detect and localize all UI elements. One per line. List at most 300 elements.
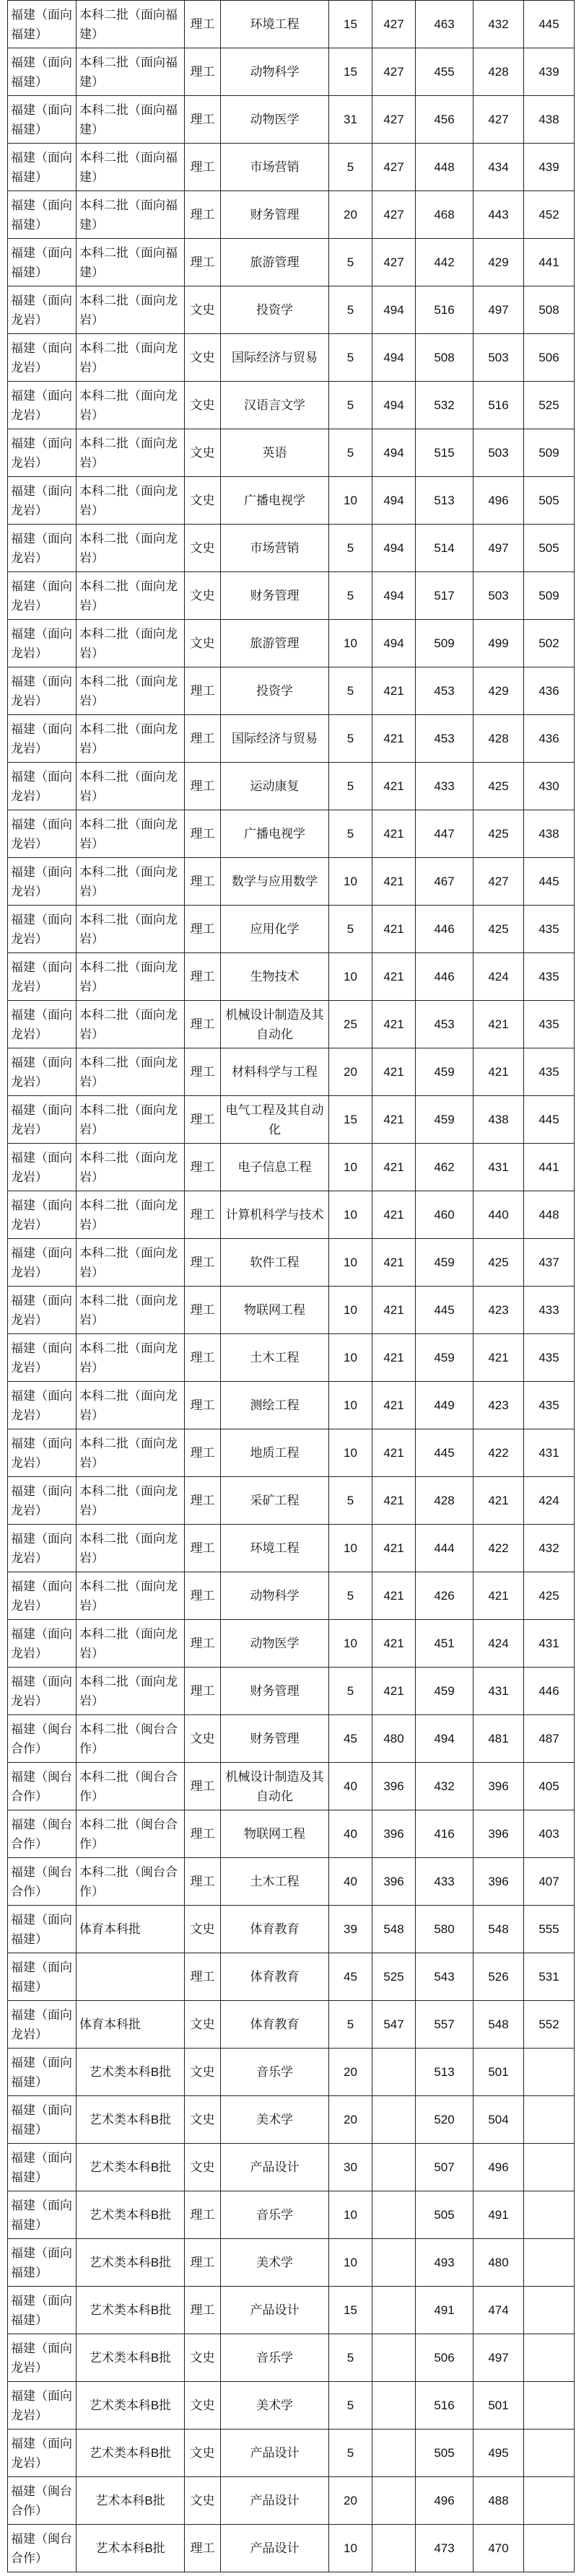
batch-cell: 本科二批（面向龙岩） xyxy=(77,1334,185,1382)
highest-score-cell: 462 xyxy=(416,1144,474,1191)
highest-score-cell: 449 xyxy=(416,1382,474,1429)
control-line-cell: 421 xyxy=(372,1572,416,1620)
highest-score-cell: 432 xyxy=(416,1763,474,1810)
subject-type-cell: 理工 xyxy=(185,1382,221,1429)
province-cell: 福建（面向龙岩） xyxy=(8,1334,77,1382)
table-row xyxy=(8,1191,575,1239)
table-row xyxy=(8,1001,575,1048)
lowest-score-cell: 421 xyxy=(474,1572,524,1620)
control-line-cell: 525 xyxy=(372,1953,416,2001)
control-line-cell xyxy=(372,2049,416,2096)
subject-type-cell: 理工 xyxy=(185,1048,221,1096)
highest-score-cell: 446 xyxy=(416,906,474,953)
plan-count-cell: 25 xyxy=(329,1001,372,1048)
plan-count-cell: 5 xyxy=(329,906,372,953)
subject-type-cell: 理工 xyxy=(185,1239,221,1287)
highest-score-cell: 445 xyxy=(416,1287,474,1334)
control-line-cell: 494 xyxy=(372,286,416,334)
lowest-score-cell: 425 xyxy=(474,763,524,810)
major-cell: 市场营销 xyxy=(221,144,329,191)
subject-type-cell: 理工 xyxy=(185,858,221,906)
control-line-cell: 427 xyxy=(372,96,416,144)
lowest-score-cell: 501 xyxy=(474,2049,524,2096)
province-cell: 福建（面向龙岩） xyxy=(8,286,77,334)
table-row xyxy=(8,1287,575,1334)
batch-cell: 本科二批（面向龙岩） xyxy=(77,1048,185,1096)
average-score-cell: 435 xyxy=(524,1001,575,1048)
average-score-cell xyxy=(524,2049,575,2096)
table-row xyxy=(8,96,575,144)
table-row xyxy=(8,1525,575,1572)
subject-type-cell: 文史 xyxy=(185,572,221,620)
control-line-cell: 427 xyxy=(372,239,416,286)
batch-cell: 本科二批（面向龙岩） xyxy=(77,1620,185,1668)
province-cell: 福建（面向龙岩） xyxy=(8,2334,77,2382)
lowest-score-cell: 491 xyxy=(474,2191,524,2239)
plan-count-cell: 10 xyxy=(329,2191,372,2239)
plan-count-cell: 10 xyxy=(329,1620,372,1668)
table-row xyxy=(8,2334,575,2382)
province-cell: 福建（面向龙岩） xyxy=(8,429,77,477)
table-row xyxy=(8,1048,575,1096)
batch-cell: 本科二批（面向龙岩） xyxy=(77,953,185,1001)
admission-scores-table xyxy=(7,0,575,2572)
table-row xyxy=(8,2049,575,2096)
table-row xyxy=(8,1715,575,1763)
highest-score-cell: 505 xyxy=(416,2430,474,2477)
table-body xyxy=(8,1,575,2572)
batch-cell: 本科二批（面向龙岩） xyxy=(77,906,185,953)
lowest-score-cell: 496 xyxy=(474,2144,524,2191)
subject-type-cell: 理工 xyxy=(185,1096,221,1144)
average-score-cell xyxy=(524,2096,575,2144)
control-line-cell: 494 xyxy=(372,620,416,667)
province-cell: 福建（面向龙岩） xyxy=(8,715,77,763)
average-score-cell: 407 xyxy=(524,1858,575,1906)
lowest-score-cell: 421 xyxy=(474,1001,524,1048)
subject-type-cell: 理工 xyxy=(185,953,221,1001)
highest-score-cell: 543 xyxy=(416,1953,474,2001)
table-row xyxy=(8,620,575,667)
table-row xyxy=(8,239,575,286)
major-cell: 产品设计 xyxy=(221,2287,329,2334)
table-row xyxy=(8,2287,575,2334)
province-cell: 福建（面向福建） xyxy=(8,1,77,48)
lowest-score-cell: 429 xyxy=(474,239,524,286)
province-cell: 福建（面向龙岩） xyxy=(8,810,77,858)
plan-count-cell: 10 xyxy=(329,1429,372,1477)
subject-type-cell: 理工 xyxy=(185,1001,221,1048)
table-row xyxy=(8,2001,575,2049)
major-cell: 材料科学与工程 xyxy=(221,1048,329,1096)
average-score-cell: 435 xyxy=(524,953,575,1001)
province-cell: 福建（面向龙岩） xyxy=(8,1048,77,1096)
control-line-cell: 421 xyxy=(372,667,416,715)
major-cell: 土木工程 xyxy=(221,1334,329,1382)
batch-cell: 本科二批（面向龙岩） xyxy=(77,667,185,715)
lowest-score-cell: 431 xyxy=(474,1144,524,1191)
control-line-cell: 421 xyxy=(372,858,416,906)
average-score-cell: 437 xyxy=(524,1239,575,1287)
province-cell: 福建（面向龙岩） xyxy=(8,1620,77,1668)
lowest-score-cell: 428 xyxy=(474,715,524,763)
control-line-cell: 494 xyxy=(372,382,416,429)
province-cell: 福建（闽台合作） xyxy=(8,1858,77,1906)
major-cell: 财务管理 xyxy=(221,191,329,239)
province-cell: 福建（面向龙岩） xyxy=(8,953,77,1001)
province-cell: 福建（闽台合作） xyxy=(8,2477,77,2525)
province-cell: 福建（面向龙岩） xyxy=(8,906,77,953)
batch-cell: 本科二批（面向龙岩） xyxy=(77,1572,185,1620)
average-score-cell: 505 xyxy=(524,477,575,525)
lowest-score-cell: 434 xyxy=(474,144,524,191)
batch-cell: 本科二批（面向龙岩） xyxy=(77,715,185,763)
plan-count-cell: 5 xyxy=(329,810,372,858)
province-cell: 福建（面向龙岩） xyxy=(8,2001,77,2049)
highest-score-cell: 513 xyxy=(416,477,474,525)
highest-score-cell: 453 xyxy=(416,1001,474,1048)
control-line-cell: 421 xyxy=(372,1191,416,1239)
table-row xyxy=(8,382,575,429)
plan-count-cell: 15 xyxy=(329,1096,372,1144)
table-row xyxy=(8,858,575,906)
subject-type-cell: 理工 xyxy=(185,810,221,858)
average-score-cell: 425 xyxy=(524,1572,575,1620)
major-cell: 国际经济与贸易 xyxy=(221,334,329,382)
plan-count-cell: 39 xyxy=(329,1906,372,1953)
highest-score-cell: 433 xyxy=(416,763,474,810)
province-cell: 福建（面向龙岩） xyxy=(8,1572,77,1620)
province-cell: 福建（面向福建） xyxy=(8,239,77,286)
average-score-cell: 432 xyxy=(524,1525,575,1572)
lowest-score-cell: 548 xyxy=(474,1906,524,1953)
control-line-cell: 421 xyxy=(372,1477,416,1525)
major-cell: 运动康复 xyxy=(221,763,329,810)
plan-count-cell: 5 xyxy=(329,2001,372,2049)
average-score-cell: 403 xyxy=(524,1810,575,1858)
highest-score-cell: 448 xyxy=(416,144,474,191)
plan-count-cell: 10 xyxy=(329,858,372,906)
average-score-cell: 433 xyxy=(524,1287,575,1334)
province-cell: 福建（面向福建） xyxy=(8,2144,77,2191)
province-cell: 福建（面向龙岩） xyxy=(8,382,77,429)
average-score-cell: 448 xyxy=(524,1191,575,1239)
province-cell: 福建（面向龙岩） xyxy=(8,858,77,906)
control-line-cell: 494 xyxy=(372,334,416,382)
subject-type-cell: 文史 xyxy=(185,334,221,382)
subject-type-cell: 理工 xyxy=(185,1858,221,1906)
average-score-cell: 509 xyxy=(524,429,575,477)
province-cell: 福建（面向龙岩） xyxy=(8,667,77,715)
average-score-cell: 509 xyxy=(524,572,575,620)
table-row xyxy=(8,1144,575,1191)
highest-score-cell: 516 xyxy=(416,2382,474,2430)
control-line-cell: 427 xyxy=(372,1,416,48)
control-line-cell xyxy=(372,2477,416,2525)
subject-type-cell: 文史 xyxy=(185,477,221,525)
batch-cell: 本科二批（面向龙岩） xyxy=(77,1668,185,1715)
province-cell: 福建（面向福建） xyxy=(8,2191,77,2239)
control-line-cell: 427 xyxy=(372,48,416,96)
lowest-score-cell: 526 xyxy=(474,1953,524,2001)
highest-score-cell: 459 xyxy=(416,1096,474,1144)
highest-score-cell: 433 xyxy=(416,1858,474,1906)
major-cell: 体育教育 xyxy=(221,2001,329,2049)
average-score-cell xyxy=(524,2239,575,2287)
control-line-cell: 421 xyxy=(372,1429,416,1477)
plan-count-cell: 40 xyxy=(329,1810,372,1858)
average-score-cell xyxy=(524,2191,575,2239)
batch-cell: 本科二批（面向龙岩） xyxy=(77,1477,185,1525)
batch-cell: 本科二批（闽台合作） xyxy=(77,1715,185,1763)
average-score-cell: 502 xyxy=(524,620,575,667)
highest-score-cell: 428 xyxy=(416,1477,474,1525)
control-line-cell: 421 xyxy=(372,953,416,1001)
major-cell: 音乐学 xyxy=(221,2191,329,2239)
plan-count-cell: 10 xyxy=(329,1239,372,1287)
major-cell: 计算机科学与技术 xyxy=(221,1191,329,1239)
major-cell: 动物科学 xyxy=(221,1572,329,1620)
plan-count-cell: 15 xyxy=(329,2287,372,2334)
table-row xyxy=(8,429,575,477)
average-score-cell: 531 xyxy=(524,1953,575,2001)
highest-score-cell: 517 xyxy=(416,572,474,620)
major-cell: 动物医学 xyxy=(221,96,329,144)
highest-score-cell: 493 xyxy=(416,2239,474,2287)
major-cell: 体育教育 xyxy=(221,1906,329,1953)
batch-cell: 艺术类本科B批 xyxy=(77,2049,185,2096)
average-score-cell: 438 xyxy=(524,96,575,144)
average-score-cell: 441 xyxy=(524,239,575,286)
highest-score-cell: 447 xyxy=(416,810,474,858)
table-row xyxy=(8,1096,575,1144)
average-score-cell: 508 xyxy=(524,286,575,334)
average-score-cell: 405 xyxy=(524,1763,575,1810)
major-cell: 采矿工程 xyxy=(221,1477,329,1525)
batch-cell: 本科二批（面向龙岩） xyxy=(77,1191,185,1239)
plan-count-cell: 20 xyxy=(329,2049,372,2096)
table-row xyxy=(8,334,575,382)
table-row xyxy=(8,286,575,334)
highest-score-cell: 459 xyxy=(416,1239,474,1287)
average-score-cell: 452 xyxy=(524,191,575,239)
major-cell: 旅游管理 xyxy=(221,239,329,286)
average-score-cell: 446 xyxy=(524,1668,575,1715)
lowest-score-cell: 428 xyxy=(474,48,524,96)
control-line-cell xyxy=(372,2287,416,2334)
plan-count-cell: 10 xyxy=(329,2525,372,2572)
average-score-cell xyxy=(524,2477,575,2525)
lowest-score-cell: 421 xyxy=(474,1477,524,1525)
highest-score-cell: 467 xyxy=(416,858,474,906)
average-score-cell: 435 xyxy=(524,906,575,953)
major-cell: 应用化学 xyxy=(221,906,329,953)
control-line-cell: 421 xyxy=(372,763,416,810)
batch-cell: 艺术本科B批 xyxy=(77,2477,185,2525)
major-cell: 电气工程及其自动化 xyxy=(221,1096,329,1144)
subject-type-cell: 文史 xyxy=(185,1906,221,1953)
major-cell: 财务管理 xyxy=(221,1715,329,1763)
table-row xyxy=(8,1572,575,1620)
table-row xyxy=(8,1953,575,2001)
province-cell: 福建（面向福建） xyxy=(8,2239,77,2287)
average-score-cell: 436 xyxy=(524,667,575,715)
major-cell: 旅游管理 xyxy=(221,620,329,667)
table-row xyxy=(8,1858,575,1906)
batch-cell: 本科二批（面向龙岩） xyxy=(77,286,185,334)
lowest-score-cell: 497 xyxy=(474,286,524,334)
lowest-score-cell: 488 xyxy=(474,2477,524,2525)
table-row xyxy=(8,1810,575,1858)
lowest-score-cell: 443 xyxy=(474,191,524,239)
control-line-cell: 421 xyxy=(372,1287,416,1334)
province-cell: 福建（面向龙岩） xyxy=(8,334,77,382)
province-cell: 福建（面向福建） xyxy=(8,144,77,191)
table-row xyxy=(8,2239,575,2287)
plan-count-cell: 10 xyxy=(329,1382,372,1429)
major-cell: 产品设计 xyxy=(221,2525,329,2572)
plan-count-cell: 15 xyxy=(329,1,372,48)
batch-cell: 艺术类本科B批 xyxy=(77,2096,185,2144)
plan-count-cell: 5 xyxy=(329,286,372,334)
batch-cell: 体育本科批 xyxy=(77,1906,185,1953)
subject-type-cell: 理工 xyxy=(185,1810,221,1858)
plan-count-cell: 10 xyxy=(329,1144,372,1191)
table-row xyxy=(8,525,575,572)
control-line-cell xyxy=(372,2525,416,2572)
batch-cell: 艺术类本科B批 xyxy=(77,2287,185,2334)
batch-cell: 本科二批（面向龙岩） xyxy=(77,1525,185,1572)
batch-cell: 本科二批（面向福建） xyxy=(77,144,185,191)
table-row xyxy=(8,572,575,620)
average-score-cell: 430 xyxy=(524,763,575,810)
subject-type-cell: 理工 xyxy=(185,906,221,953)
batch-cell: 本科二批（面向龙岩） xyxy=(77,1096,185,1144)
table-row xyxy=(8,2525,575,2572)
control-line-cell: 421 xyxy=(372,1144,416,1191)
table-row xyxy=(8,715,575,763)
average-score-cell: 431 xyxy=(524,1429,575,1477)
table-row xyxy=(8,1763,575,1810)
province-cell: 福建（面向福建） xyxy=(8,2287,77,2334)
average-score-cell xyxy=(524,2287,575,2334)
table-row xyxy=(8,2382,575,2430)
major-cell: 投资学 xyxy=(221,286,329,334)
subject-type-cell: 文史 xyxy=(185,2001,221,2049)
batch-cell: 艺术类本科B批 xyxy=(77,2191,185,2239)
subject-type-cell: 理工 xyxy=(185,1572,221,1620)
plan-count-cell: 5 xyxy=(329,1572,372,1620)
highest-score-cell: 557 xyxy=(416,2001,474,2049)
subject-type-cell: 理工 xyxy=(185,191,221,239)
major-cell: 土木工程 xyxy=(221,1858,329,1906)
subject-type-cell: 理工 xyxy=(185,715,221,763)
major-cell: 物联网工程 xyxy=(221,1810,329,1858)
plan-count-cell: 5 xyxy=(329,1668,372,1715)
batch-cell: 本科二批（面向福建） xyxy=(77,96,185,144)
control-line-cell: 396 xyxy=(372,1810,416,1858)
plan-count-cell: 10 xyxy=(329,953,372,1001)
plan-count-cell: 5 xyxy=(329,525,372,572)
batch-cell: 本科二批（面向龙岩） xyxy=(77,525,185,572)
major-cell: 数学与应用数学 xyxy=(221,858,329,906)
province-cell: 福建（闽台合作） xyxy=(8,1810,77,1858)
lowest-score-cell: 503 xyxy=(474,572,524,620)
table-row xyxy=(8,1239,575,1287)
lowest-score-cell: 480 xyxy=(474,2239,524,2287)
major-cell: 汉语言文学 xyxy=(221,382,329,429)
table-row xyxy=(8,1382,575,1429)
average-score-cell: 435 xyxy=(524,1382,575,1429)
control-line-cell: 396 xyxy=(372,1763,416,1810)
major-cell: 电子信息工程 xyxy=(221,1144,329,1191)
batch-cell: 本科二批（面向龙岩） xyxy=(77,572,185,620)
province-cell: 福建（面向龙岩） xyxy=(8,1668,77,1715)
lowest-score-cell: 424 xyxy=(474,953,524,1001)
table-row xyxy=(8,48,575,96)
lowest-score-cell: 425 xyxy=(474,906,524,953)
highest-score-cell: 455 xyxy=(416,48,474,96)
highest-score-cell: 505 xyxy=(416,2191,474,2239)
province-cell: 福建（面向福建） xyxy=(8,96,77,144)
plan-count-cell: 5 xyxy=(329,763,372,810)
plan-count-cell: 5 xyxy=(329,2430,372,2477)
subject-type-cell: 文史 xyxy=(185,2477,221,2525)
highest-score-cell: 532 xyxy=(416,382,474,429)
admission-scores-table-container xyxy=(7,0,576,2572)
batch-cell: 本科二批（面向福建） xyxy=(77,1,185,48)
highest-score-cell: 506 xyxy=(416,2334,474,2382)
control-line-cell xyxy=(372,2096,416,2144)
highest-score-cell: 453 xyxy=(416,715,474,763)
subject-type-cell: 文史 xyxy=(185,2430,221,2477)
major-cell: 产品设计 xyxy=(221,2144,329,2191)
plan-count-cell: 30 xyxy=(329,2144,372,2191)
control-line-cell: 421 xyxy=(372,1048,416,1096)
plan-count-cell: 5 xyxy=(329,667,372,715)
batch-cell: 本科二批（面向龙岩） xyxy=(77,1429,185,1477)
highest-score-cell: 496 xyxy=(416,2477,474,2525)
plan-count-cell: 31 xyxy=(329,96,372,144)
province-cell: 福建（面向福建） xyxy=(8,48,77,96)
batch-cell: 艺术本科B批 xyxy=(77,2525,185,2572)
plan-count-cell: 15 xyxy=(329,48,372,96)
highest-score-cell: 491 xyxy=(416,2287,474,2334)
batch-cell: 本科二批（面向福建） xyxy=(77,191,185,239)
plan-count-cell: 5 xyxy=(329,382,372,429)
control-line-cell: 427 xyxy=(372,191,416,239)
batch-cell: 本科二批（面向龙岩） xyxy=(77,1144,185,1191)
major-cell: 物联网工程 xyxy=(221,1287,329,1334)
subject-type-cell: 理工 xyxy=(185,1763,221,1810)
lowest-score-cell: 503 xyxy=(474,429,524,477)
control-line-cell: 494 xyxy=(372,572,416,620)
plan-count-cell: 10 xyxy=(329,1191,372,1239)
plan-count-cell: 5 xyxy=(329,334,372,382)
batch-cell xyxy=(77,1953,185,2001)
lowest-score-cell: 497 xyxy=(474,525,524,572)
batch-cell: 本科二批（面向龙岩） xyxy=(77,620,185,667)
subject-type-cell: 理工 xyxy=(185,1144,221,1191)
lowest-score-cell: 501 xyxy=(474,2382,524,2430)
lowest-score-cell: 438 xyxy=(474,1096,524,1144)
subject-type-cell: 理工 xyxy=(185,667,221,715)
control-line-cell: 421 xyxy=(372,810,416,858)
province-cell: 福建（面向福建） xyxy=(8,2096,77,2144)
lowest-score-cell: 423 xyxy=(474,1287,524,1334)
major-cell: 生物技术 xyxy=(221,953,329,1001)
major-cell: 体育教育 xyxy=(221,1953,329,2001)
